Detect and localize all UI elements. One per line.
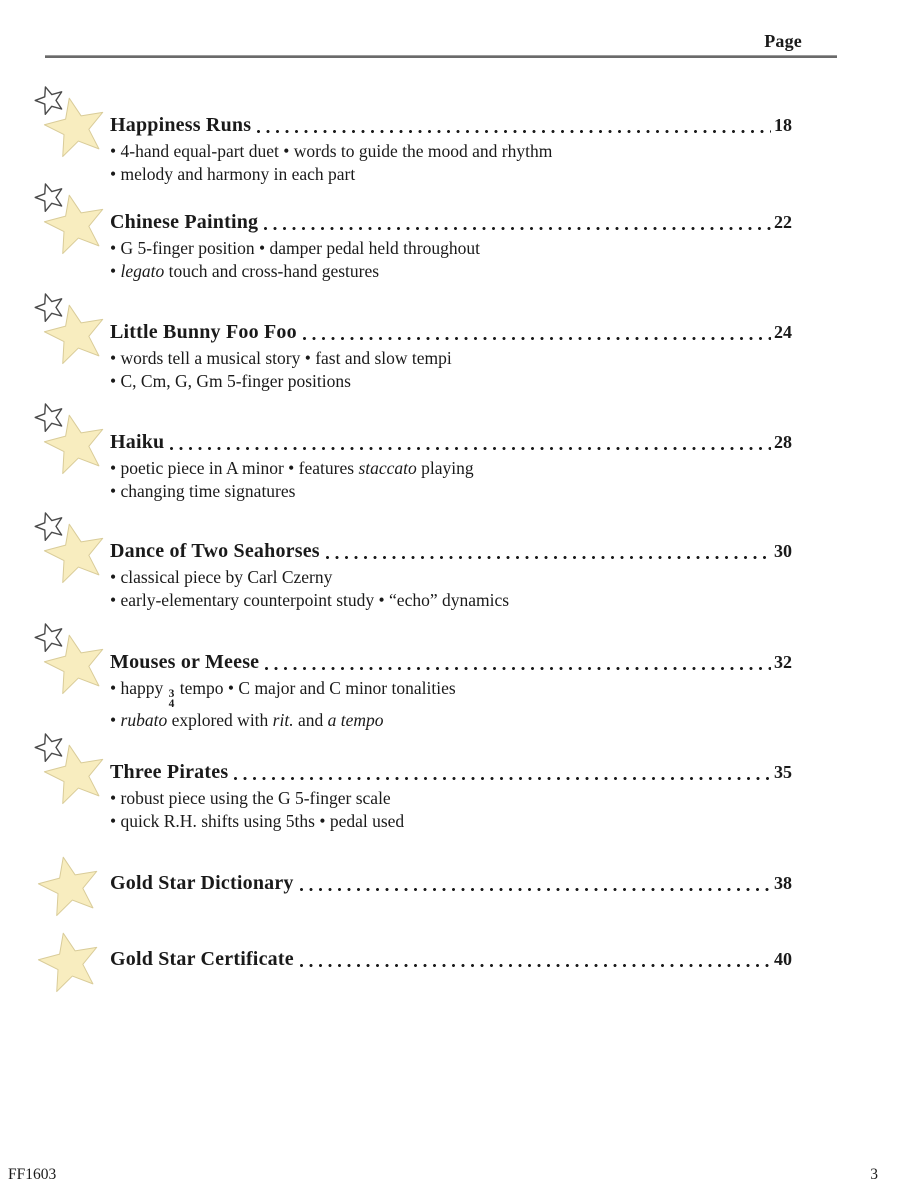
bullet-line: • legato touch and cross-hand gestures (110, 261, 380, 281)
entry-page-number: 38 (774, 873, 792, 893)
entry-title-row (110, 758, 792, 786)
toc-entry (0, 111, 900, 186)
toc-entry (0, 648, 900, 732)
entry-title: Chinese Painting (110, 211, 259, 233)
entry-content (110, 945, 792, 973)
entry-title-row (110, 428, 792, 456)
filled-star-icon (36, 627, 117, 708)
filled-star-icon (36, 297, 117, 378)
gold-star-icon (32, 929, 112, 1021)
toc-entry (0, 208, 900, 283)
entry-title: Gold Star Dictionary (110, 872, 294, 894)
toc-entry (0, 537, 900, 612)
entry-title: Dance of Two Seahorses (110, 540, 320, 562)
bullet-line: • classical piece by Carl Czerny (110, 567, 333, 587)
toc-entry (0, 318, 900, 393)
entry-content (110, 318, 792, 393)
dot-leader (303, 337, 771, 340)
bullet-line: • early-elementary counterpoint study • “echo” dynamics (110, 590, 510, 610)
dot-leader (300, 964, 771, 967)
entry-title-row (110, 208, 792, 236)
dot-leader (234, 777, 771, 780)
toc-entry (0, 428, 900, 503)
entry-content (110, 428, 792, 503)
bullet-line: • happy 3 4 tempo • C major and C minor tonalities (110, 678, 456, 710)
filled-star-icon (36, 737, 117, 818)
entry-content (110, 758, 792, 833)
gold-star-icon (32, 622, 112, 714)
filled-star-icon (36, 90, 117, 171)
entry-description (110, 566, 792, 612)
gold-star-icon (32, 732, 112, 824)
entry-title: Haiku (110, 431, 165, 453)
entry-page-number: 28 (774, 432, 792, 452)
entry-title-row (110, 318, 792, 346)
bullet-line: • robust piece using the G 5-finger scale (110, 788, 391, 808)
dot-leader (265, 667, 771, 670)
bullet-line: • quick R.H. shifts using 5ths • pedal used (110, 811, 405, 831)
bullet-line: • rubato explored with rit. and a tempo (110, 710, 384, 730)
entry-description (110, 787, 792, 833)
toc-entry (0, 945, 900, 974)
toc-entry (0, 758, 900, 833)
entry-title: Gold Star Certificate (110, 948, 294, 970)
dot-leader (326, 556, 771, 559)
entry-description (110, 677, 792, 732)
filled-star-icon (36, 407, 117, 488)
entry-page-number: 30 (774, 541, 792, 561)
entry-content (110, 869, 792, 897)
entry-page-number: 24 (774, 322, 792, 342)
entry-description (110, 140, 792, 186)
entry-description (110, 237, 792, 283)
gold-star-icon (32, 85, 112, 177)
entry-title: Mouses or Meese (110, 651, 260, 673)
entry-page-number: 35 (774, 762, 792, 782)
entry-page-number: 32 (774, 652, 792, 672)
bullet-line: • poetic piece in A minor • features staccato playing (110, 458, 474, 478)
page-column-header: Page (764, 31, 802, 51)
gold-star-icon (32, 402, 112, 494)
entry-title-row (110, 648, 792, 676)
page-number: 3 (870, 1166, 878, 1183)
entry-description (110, 457, 792, 503)
dot-leader (257, 130, 771, 133)
dot-leader (300, 888, 771, 891)
entry-page-number: 40 (774, 949, 792, 969)
dot-leader (170, 447, 771, 450)
entry-title-row (110, 111, 792, 139)
gold-star-icon (32, 292, 112, 384)
entry-title-row (110, 537, 792, 565)
entry-title: Little Bunny Foo Foo (110, 321, 297, 343)
bullet-line: • melody and harmony in each part (110, 164, 356, 184)
bullet-line: • C, Cm, G, Gm 5-finger positions (110, 371, 351, 391)
catalog-number: FF1603 (8, 1166, 57, 1183)
entry-content (110, 208, 792, 283)
time-signature: 3 4 (168, 688, 175, 710)
bullet-line: • G 5-finger position • damper pedal held throughout (110, 238, 480, 258)
entry-content (110, 111, 792, 186)
entry-description (110, 347, 792, 393)
filled-star-icon (30, 925, 111, 1006)
entry-title: Happiness Runs (110, 114, 252, 136)
gold-star-icon (32, 182, 112, 274)
filled-star-icon (30, 849, 111, 930)
bullet-line: • 4-hand equal-part duet • words to guide the mood and rhythm (110, 141, 553, 161)
bullet-line: • changing time signatures (110, 481, 296, 501)
entry-title-row (110, 869, 792, 897)
filled-star-icon (36, 187, 117, 268)
entry-content (110, 648, 792, 732)
filled-star-icon (36, 516, 117, 597)
dot-leader (264, 227, 771, 230)
gold-star-icon (32, 511, 112, 603)
bullet-line: • words tell a musical story • fast and slow tempi (110, 348, 452, 368)
entry-page-number: 18 (774, 115, 792, 135)
entry-content (110, 537, 792, 612)
entry-title-row (110, 945, 792, 973)
toc-entry (0, 869, 900, 898)
entry-title: Three Pirates (110, 761, 229, 783)
entry-page-number: 22 (774, 212, 792, 232)
